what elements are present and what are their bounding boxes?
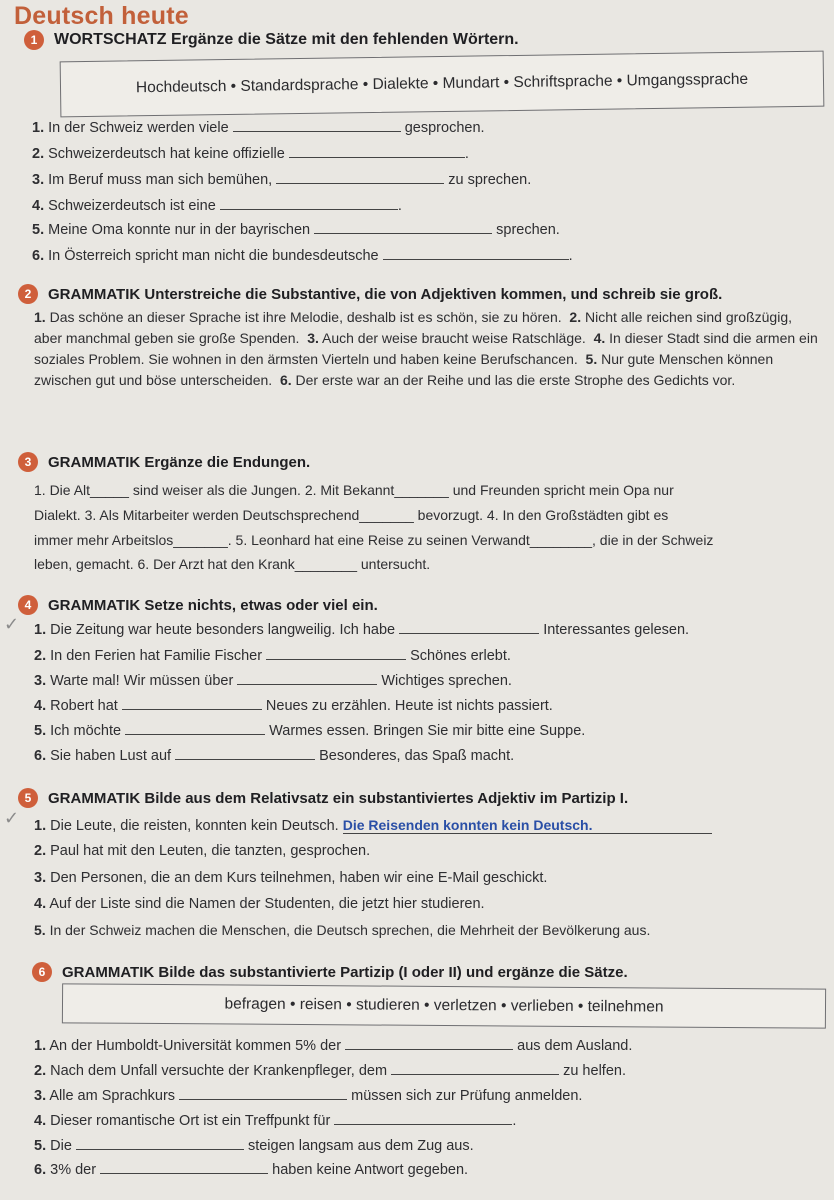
exercise-number-badge: 2 (18, 284, 38, 304)
item-text-before: Robert hat (50, 698, 118, 714)
exercise-2-header (0, 284, 722, 304)
item-text-after: Warmes essen. Bringen Sie mir bitte eine Suppe. (269, 723, 586, 739)
example-answer: Die Reisenden konnten kein Deutsch. (343, 817, 713, 834)
ex3-line-1: 1. Die Alt_____ sind weiser als die Jungen. 2. Mit Bekannt_______ und Freunden spricht mein Opa nur (34, 482, 674, 498)
exercise-6-word-box (62, 983, 826, 1028)
item-number: 5. (34, 1138, 47, 1154)
exercise-4-heading: GRAMMATIK Setze nichts, etwas oder viel ein. (48, 596, 378, 614)
item-text-after: steigen langsam aus dem Zug aus. (247, 1138, 474, 1154)
answer-blank[interactable] (314, 233, 492, 234)
exercise-1-header (0, 30, 519, 50)
item-text-before: In Österreich spricht man nicht die bundesdeutsche (48, 248, 379, 264)
item-text-after: . (464, 146, 469, 162)
word-box-text: befragen • reisen • studieren • verletzen • verlieben • teilnehmen (224, 995, 664, 1016)
sentence-text: Auch der weise braucht weise Ratschläge. (322, 330, 586, 346)
item-text-before: In den Ferien hat Familie Fischer (50, 648, 263, 664)
exercise-5-header (0, 788, 628, 808)
answer-blank[interactable] (179, 1099, 347, 1100)
sentence-text: Der erste war an der Reihe und las die erste Strophe des Gedichts vor. (295, 372, 736, 388)
item-text-before: Sie haben Lust auf (50, 748, 172, 764)
item-text-before: Nach dem Unfall versuchte der Krankenpfleger, dem (50, 1063, 388, 1079)
answer-blank[interactable] (334, 1124, 512, 1125)
item-text-after: müssen sich zur Prüfung anmelden. (351, 1088, 583, 1104)
item-text-after: . (568, 248, 573, 264)
item-number: 5. (34, 922, 46, 938)
sentence-number: 6. (279, 372, 292, 388)
exercise-3-heading: GRAMMATIK Ergänze die Endungen. (48, 453, 311, 471)
item-number: 3. (34, 1088, 47, 1104)
answer-blank[interactable] (276, 183, 444, 184)
checkmark-icon: ✓ (4, 614, 20, 635)
ex6-item-4 (34, 1113, 516, 1129)
ex1-item-4 (32, 198, 402, 214)
sentence-number: 4. (593, 330, 606, 346)
item-number: 2. (34, 1063, 47, 1079)
item-number: 3. (34, 870, 47, 886)
ex1-item-1 (32, 120, 485, 136)
item-text-before: Dieser romantische Ort ist ein Treffpunkt für (50, 1113, 331, 1129)
exercise-2-heading: GRAMMATIK Unterstreiche die Substantive, die von Adjektiven kommen, und schreib sie groß. (48, 285, 723, 303)
exercise-1-word-box (60, 51, 825, 118)
item-text-after: Interessantes gelesen. (543, 622, 690, 638)
exercise-number-badge: 4 (18, 595, 38, 615)
ex3-line-2: Dialekt. 3. Als Mitarbeiter werden Deutschsprechend_______ bevorzugt. 4. In den Großstädten gibt es (34, 507, 669, 523)
item-number: 2. (34, 648, 47, 664)
sentence-number: 1. (34, 309, 46, 325)
ex6-item-2 (34, 1063, 626, 1079)
ex5-item-2 (34, 843, 370, 859)
ex6-item-5 (34, 1138, 474, 1154)
ex3-line-4: leben, gemacht. 6. Der Arzt hat den Krank________ untersucht. (34, 556, 431, 572)
ex5-item-5 (34, 922, 650, 938)
exercise-1-heading: WORTSCHATZ Ergänze die Sätze mit den fehlenden Wörtern. (54, 31, 519, 48)
item-number: 6. (34, 1162, 47, 1178)
checkmark-icon: ✓ (4, 808, 20, 829)
item-text-before: In der Schweiz werden viele (48, 120, 229, 136)
item-number: 4. (32, 198, 45, 214)
item-number: 1. (34, 818, 47, 834)
answer-blank[interactable] (175, 759, 315, 760)
item-number: 5. (32, 222, 45, 238)
item-text-before: An der Humboldt-Universität kommen 5% der (49, 1038, 342, 1054)
item-text-after: Neues zu erzählen. Heute ist nichts passiert. (265, 698, 553, 714)
item-text-after: Wichtiges sprechen. (381, 673, 512, 689)
item-text-before: Die Zeitung war heute besonders langweilig. Ich habe (50, 622, 396, 638)
item-text-after: aus dem Ausland. (517, 1038, 633, 1054)
item-number: 1. (34, 622, 47, 638)
item-text-before: Schweizerdeutsch hat keine offizielle (48, 146, 285, 162)
item-number: 1. (34, 1038, 47, 1054)
item-number: 6. (32, 248, 45, 264)
sentence-text: Nur gute Menschen können zwischen gut und böse unterscheiden. (34, 351, 774, 388)
item-text-before: Im Beruf muss man sich bemühen, (48, 172, 273, 188)
item-text-after: Besonderes, das Spaß macht. (319, 748, 515, 764)
item-number: 5. (34, 723, 47, 739)
exercise-number-badge: 3 (18, 452, 38, 472)
item-text: Auf der Liste sind die Namen der Studenten, die jetzt hier studieren. (49, 896, 485, 912)
ex4-item-1 (34, 622, 689, 638)
item-text: Den Personen, die an dem Kurs teilnehmen, haben wir eine E-Mail geschickt. (50, 870, 548, 886)
exercise-6-heading: GRAMMATIK Bilde das substantivierte Partizip (I oder II) und ergänze die Sätze. (62, 963, 628, 981)
answer-blank[interactable] (122, 709, 262, 710)
item-text-before: Meine Oma konnte nur in der bayrischen (48, 222, 311, 238)
item-text-before: Schweizerdeutsch ist eine (48, 198, 216, 214)
ex1-item-2 (32, 146, 469, 162)
item-text-before: Warte mal! Wir müssen über (50, 673, 234, 689)
sentence-number: 3. (307, 330, 319, 346)
item-text-after: zu helfen. (563, 1063, 626, 1079)
item-text-after: . (397, 198, 402, 214)
exercise-4-header (0, 595, 378, 615)
ex4-item-5 (34, 723, 585, 739)
answer-blank[interactable] (266, 659, 406, 660)
ex4-item-4 (34, 698, 553, 714)
answer-blank[interactable] (76, 1149, 244, 1150)
answer-blank[interactable] (125, 734, 265, 735)
item-text-after: . (512, 1113, 517, 1129)
answer-blank[interactable] (345, 1049, 513, 1050)
item-text-after: sprechen. (496, 222, 560, 238)
word-box-text: Hochdeutsch • Standardsprache • Dialekte • Mundart • Schriftsprache • Umgangssprache (135, 70, 749, 97)
answer-blank[interactable] (237, 684, 377, 685)
answer-blank[interactable] (391, 1074, 559, 1075)
item-number: 3. (34, 673, 47, 689)
item-text-before: Die (50, 1138, 72, 1154)
ex1-item-5 (32, 222, 560, 238)
item-text-before: Ich möchte (50, 723, 122, 739)
ex6-item-6 (34, 1162, 468, 1178)
ex5-item-1 (34, 817, 712, 834)
item-text-after: Schönes erlebt. (410, 648, 511, 664)
item-number: 2. (32, 146, 45, 162)
answer-blank[interactable] (399, 633, 539, 634)
item-text-after: zu sprechen. (448, 172, 532, 188)
exercise-number-badge: 6 (32, 962, 52, 982)
exercise-6-header (8, 962, 628, 982)
item-text: Die Leute, die reisten, konnten kein Deutsch. (50, 818, 339, 834)
item-number: 4. (34, 1113, 47, 1129)
ex4-item-6 (34, 748, 514, 764)
ex6-item-3 (34, 1088, 582, 1104)
ex5-item-4 (34, 896, 485, 912)
item-number: 6. (34, 748, 47, 764)
ex4-item-3 (34, 673, 512, 689)
ex5-item-3 (34, 870, 547, 886)
exercise-number-badge: 5 (18, 788, 38, 808)
item-number: 4. (34, 698, 47, 714)
ex1-item-3 (32, 172, 531, 188)
item-number: 1. (32, 120, 45, 136)
item-text: Paul hat mit den Leuten, die tanzten, gesprochen. (50, 843, 371, 859)
ex3-line-3: immer mehr Arbeitslos_______. 5. Leonhard hat eine Reise zu seinen Verwandt________, die in der Schweiz (34, 532, 714, 548)
item-number: 3. (32, 172, 45, 188)
item-text-before: 3% der (50, 1162, 97, 1178)
answer-blank[interactable] (220, 209, 398, 210)
ex1-item-6 (32, 248, 573, 264)
sentence-number: 2. (569, 309, 582, 325)
sentence-text: Das schöne an dieser Sprache ist ihre Melodie, deshalb ist es schön, sie zu hören. (49, 309, 562, 325)
sentence-text: Nicht alle reichen sind großzügig, aber manchmal geben sie große Spenden. (34, 309, 792, 346)
page-title: Deutsch heute (14, 2, 189, 30)
item-text-before: Alle am Sprachkurs (49, 1088, 176, 1104)
item-text: In der Schweiz machen die Menschen, die Deutsch sprechen, die Mehrheit der Bevölkerung aus. (49, 922, 651, 938)
item-text-after: haben keine Antwort gegeben. (272, 1162, 469, 1178)
exercise-number-badge: 1 (24, 30, 44, 50)
item-number: 4. (34, 896, 47, 912)
answer-blank[interactable] (233, 131, 401, 132)
item-text-after: gesprochen. (404, 120, 485, 136)
sentence-text: In dieser Stadt sind die armen ein soziales Problem. Sie wohnen in den ärmsten Vierteln und haben keine Berufschancen. (34, 330, 818, 367)
sentence-number: 5. (585, 351, 598, 367)
ex6-item-1 (34, 1038, 632, 1054)
answer-blank[interactable] (289, 157, 465, 158)
answer-blank[interactable] (383, 259, 569, 260)
exercise-3-header (0, 452, 310, 472)
answer-blank[interactable] (100, 1173, 268, 1174)
exercise-2-paragraph (34, 307, 820, 391)
item-number: 2. (34, 843, 47, 859)
ex4-item-2 (34, 648, 511, 664)
exercise-5-heading: GRAMMATIK Bilde aus dem Relativsatz ein substantiviertes Adjektiv im Partizip I. (48, 789, 629, 807)
